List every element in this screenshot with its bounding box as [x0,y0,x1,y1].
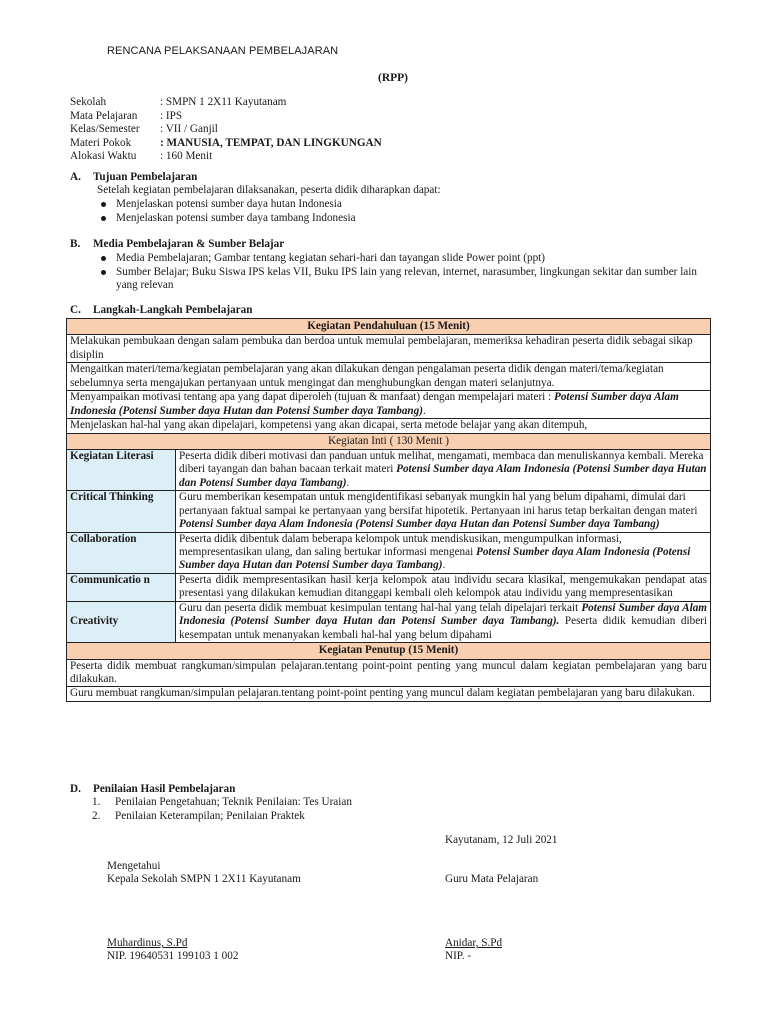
place-date: Kayutanam, 12 Juli 2021 [445,834,558,846]
guru-title: Guru Mata Pelajaran [445,873,539,885]
table-row [67,391,711,419]
table-cell [176,491,711,532]
row-label: Kegiatan Literasi [67,449,176,490]
table-cell: Melakukan pembukaan dengan salam pembuka dan berdoa untuk memulai pembelajaran, memeriksa kehadiran peserta didik sebagai sikap disiplin [67,335,711,363]
table-row [67,419,711,433]
section-title: Media Pembelajaran & Sumber Belajar [93,238,285,250]
identity-value: : IPS [160,109,183,122]
mengetahui-label: Mengetahui [107,860,161,872]
guru-name: Anidar, S.Pd [445,937,503,949]
kepala-nip: NIP. 19640531 199103 1 002 [107,950,239,962]
list-item: Media Pembelajaran; Gambar tentang kegiatan sehari-hari dan tayangan slide Power point (ppt) [97,252,712,266]
table-cell: Mengaitkan materi/tema/kegiatan pembelajaran yang akan dilakukan dengan pengalaman peserta didik dengan materi/tema/kegiatan sebelumnya serta mengajukan pertanyaan untuk mengingat dan menghubungkan dengan materi selanjutnya. [67,363,711,391]
section-b-list [97,252,712,293]
penutup-header: Kegiatan Penutup (15 Menit) [67,643,711,659]
guru-nip: NIP. - [445,950,472,962]
learning-steps-table [66,318,711,702]
section-number: B. [70,238,81,250]
cell-text: Guru memberikan kesempatan untuk mengidentifikasi sebanyak mungkin hal yang belum dipahami, dimulai dari pertanyaan faktual sampai ke pertanyaan yang bersifat hipotetik. Pertanyaan ini harus tetap berkaitan dengan materi [179,491,698,517]
inti-header: Kegiatan Inti ( 130 Menit ) [67,433,711,449]
item-text: Penilaian Pengetahuan; Teknik Penilaian: Tes Uraian [115,796,352,808]
kepala-title: Kepala Sekolah SMPN 1 2X11 Kayutanam [107,873,301,885]
cell-text: . [346,476,350,489]
table-cell: Menjelaskan hal-hal yang akan dipelajari, kompetensi yang akan dicapai, serta metode belajar yang akan ditempuh, [67,419,711,433]
material-reference: Potensi Sumber daya Alam Indonesia (Potensi Sumber daya Hutan dan Potensi Sumber daya Tambang) [179,463,707,489]
section-c-heading [70,304,252,318]
table-row [67,491,711,532]
section-a-heading [70,171,197,185]
identity-label: Mata Pelajaran [70,109,138,122]
kepala-name: Muhardinus, S.Pd [107,937,188,949]
section-d-heading [70,783,235,797]
document-title: RENCANA PELAKSANAAN PEMBELAJARAN [107,45,339,57]
cell-text: . [442,559,446,572]
identity-label: Kelas/Semester [70,123,140,136]
identity-row [70,150,382,164]
identity-label: Sekolah [70,96,107,108]
identity-label: Materi Pokok [70,136,132,149]
identity-value: : 160 Menit [160,150,213,163]
table-row [67,532,711,573]
document-subtitle: (RPP) [377,72,408,84]
item-number: 2. [92,809,101,822]
section-a-list [97,198,356,225]
identity-row [70,110,382,124]
identity-label: Alokasi Waktu [70,150,137,163]
identity-block [70,96,382,164]
table-cell: Guru membuat rangkuman/simpulan pelajaran.tentang point-point penting yang muncul dalam kegiatan pembelajaran yang baru dilakukan. [67,687,711,701]
identity-value: : SMPN 1 2X11 Kayutanam [160,96,287,108]
material-reference: Potensi Sumber daya Alam Indonesia (Potensi Sumber daya Hutan dan Potensi Sumber daya Tambang) [179,546,691,572]
pendahuluan-header: Kegiatan Pendahuluan (15 Menit) [67,319,711,335]
identity-row [70,96,382,110]
identity-row [70,123,382,137]
table-cell [67,391,711,419]
table-cell: Peserta didik membuat rangkuman/simpulan pelajaran.tentang point-point penting yang muncul dalam kegiatan pembelajaran yang baru dilakukan. [67,659,711,687]
row-label: Creativity [67,601,176,642]
item-text: Penilaian Keterampilan; Penilaian Praktek [115,809,305,822]
row-label: Critical Thinking [67,491,176,532]
cell-text: . [422,404,426,417]
cell-text: Menyampaikan motivasi tentang apa yang dapat diperoleh (tujuan & manfaat) dengan mempelajari materi : [70,391,554,404]
table-row [67,433,711,449]
list-item: Sumber Belajar; Buku Siswa IPS kelas VII, Buku IPS lain yang relevan, internet, narasumber, lingkungan sekitar dan sumber lain yang relevan [97,266,712,293]
table-row [67,319,711,335]
table-cell [176,532,711,573]
section-title: Langkah-Langkah Pembelajaran [93,304,253,316]
list-item: Menjelaskan potensi sumber daya hutan Indonesia [97,198,356,212]
table-row [67,573,711,601]
table-cell: Peserta didik mempresentasikan hasil kerja kelompok atau individu secara klasikal, mengemukakan pendapat atas presentasi yang dilakukan kemudian ditanggapi kembali oleh kelompok atau individu yang mempresentasikan [176,573,711,601]
item-number: 1. [92,796,101,808]
table-row [67,643,711,659]
section-number: C. [70,304,81,316]
cell-text: Peserta didik diberi motivasi dan panduan untuk melihat, mengamati, membaca dan menuliskannya kembali. Mereka diberi tayangan dan bahan bacaan terkait materi [179,449,704,476]
cell-text: Peserta didik dibentuk dalam beberapa kelompok untuk mendiskusikan, mengumpulkan informasi, mempresentasikan ulang, dan saling bertukar informasi mengenai [179,532,622,558]
table-row [67,449,711,490]
row-label: Collaboration [67,532,176,573]
table-cell [176,601,711,642]
identity-row [70,137,382,151]
table-cell [176,449,711,490]
section-a-intro: Setelah kegiatan pembelajaran dilaksanakan, peserta didik diharapkan dapat: [97,184,441,196]
material-reference: Potensi Sumber daya Alam Indonesia (Potensi Sumber daya Hutan dan Potensi Sumber daya Tambang). [179,601,707,628]
identity-value: : MANUSIA, TEMPAT, DAN LINGKUNGAN [160,136,382,149]
cell-text: Guru dan peserta didik membuat kesimpulan tentang hal-hal yang telah dipelajari terkait [179,601,582,614]
section-title: Tujuan Pembelajaran [93,171,198,183]
table-row [67,601,711,642]
section-d-list [92,796,352,823]
section-number: A. [70,171,81,183]
table-row [67,659,711,687]
material-reference: Potensi Sumber daya Alam Indonesia (Potensi Sumber daya Hutan dan Potensi Sumber daya Tambang) [70,391,679,417]
table-row [67,363,711,391]
cell-text: Peserta didik kemudian diberi kesempatan untuk menanyakan kembali hal-hal yang belum dipahami [179,615,707,641]
table-row [67,335,711,363]
section-b-heading [70,238,284,252]
table-row [67,687,711,701]
section-number: D. [70,783,81,795]
list-item [92,810,352,824]
section-title: Penilaian Hasil Pembelajaran [93,783,236,795]
list-item: Menjelaskan potensi sumber daya tambang Indonesia [97,212,356,226]
row-label: Communicatio n [67,573,176,601]
identity-value: : VII / Ganjil [160,123,218,136]
list-item [92,796,352,810]
material-reference: Potensi Sumber daya Alam Indonesia (Potensi Sumber daya Hutan dan Potensi Sumber daya Tambang) [179,518,660,531]
